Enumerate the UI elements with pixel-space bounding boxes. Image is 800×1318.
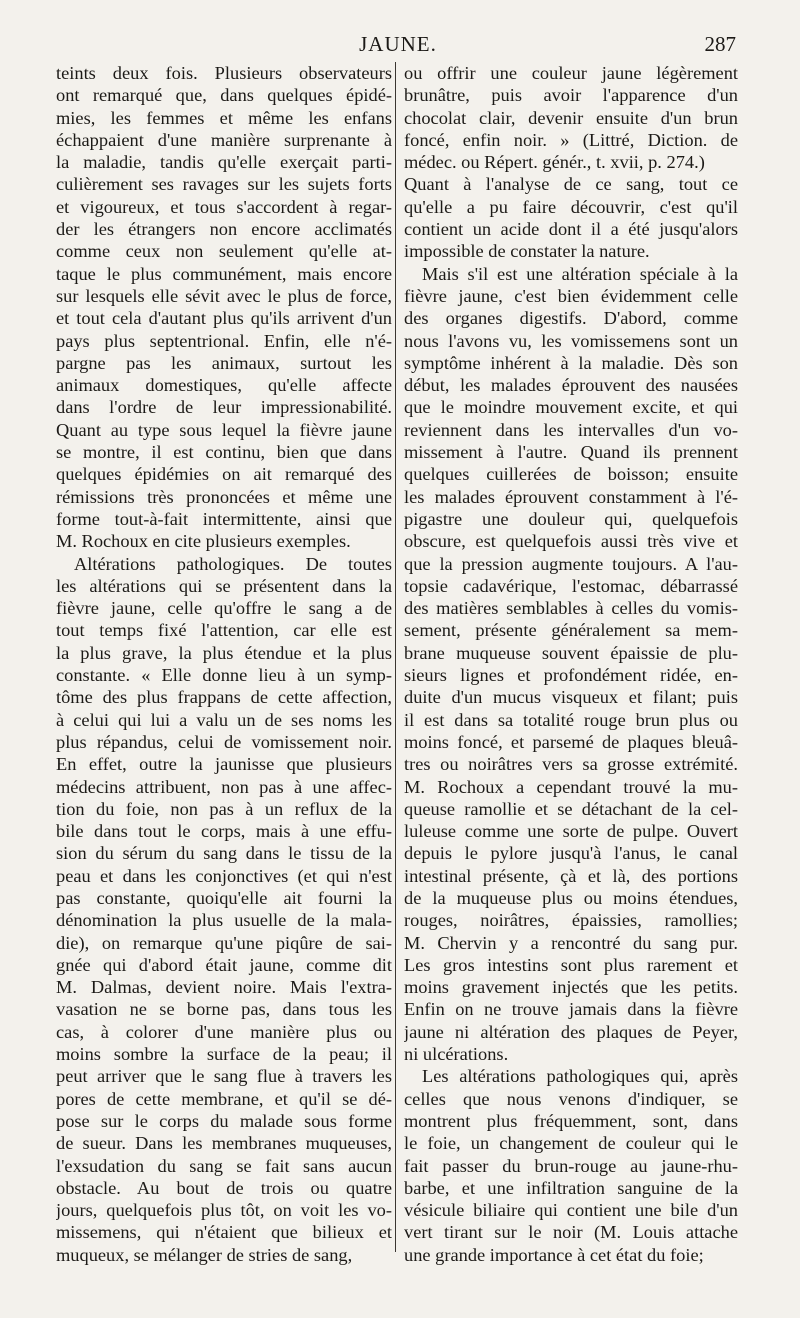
text-line: ni ulcérations. (404, 1044, 509, 1065)
text-line: de sueur. Dans les membranes muqueuses, (56, 1133, 392, 1154)
text-line: les altérations qui se présentent dans la (56, 575, 392, 596)
text-line: médecins attribuent, non pas à une affec- (56, 776, 392, 797)
text-line: moins gravement injectés que les petits. (404, 977, 738, 998)
text-line: peut arriver que le sang flue à travers les (56, 1066, 392, 1087)
text-line: En effet, outre la jaunisse que plusieurs (56, 754, 392, 775)
text-line: sieurs lignes et profondément ridée, en- (404, 665, 738, 686)
text-line: chocolat clair, devenir ensuite d'un brun (404, 107, 738, 128)
text-line: nous l'avons vu, les vomissemens sont un (404, 330, 738, 351)
text-line: de la muqueuse plus ou moins étendues, (404, 887, 738, 908)
text-line: intestinal présente, çà et là, des portions (404, 865, 738, 886)
text-line: cas, à colorer d'une manière plus ou (56, 1021, 392, 1042)
text-line: topsie cadavérique, l'estomac, débarrassé (404, 575, 738, 596)
text-line: médec. ou Répert. génér., t. xvii, p. 274.) (404, 152, 705, 173)
text-line: celles que nous venons d'indiquer, se (404, 1088, 738, 1109)
text-line: brane muqueuse souvent épaissie de plu- (404, 642, 738, 663)
text-line: pores de cette membrane, et qu'il se dé- (56, 1088, 392, 1109)
text-line: les malades éprouvent constamment à l'é- (404, 486, 738, 507)
text-line: fait passer du brun-rouge au jaune-rhu- (404, 1155, 738, 1176)
text-line: barbe, et une infiltration sanguine de la (404, 1177, 738, 1198)
text-line: M. Dalmas, devient noire. Mais l'extra- (56, 977, 392, 998)
text-line: tion du foie, non pas à un reflux de la (56, 798, 392, 819)
text-line: des matières semblables à celles du vomis- (404, 598, 738, 619)
text-line: depuis le pylore jusqu'à l'anus, le canal (404, 843, 738, 864)
text-line: sement, présente généralement sa mem- (404, 620, 738, 641)
text-line: M. Rochoux en cite plusieurs exemples. (56, 531, 351, 552)
text-line: Quant au type sous lequel la fièvre jaune (56, 419, 392, 440)
text-line: comme ceux non seulement qu'elle at- (56, 241, 392, 262)
text-line: sion du sérum du sang dans le tissu de la (56, 843, 392, 864)
text-line: vert tirant sur le noir (M. Louis attache (404, 1222, 738, 1243)
text-line: pigastre une douleur qui, quelquefois (404, 508, 738, 529)
text-line: impossible de constater la nature. (404, 241, 650, 262)
text-line: symptôme inhérent à la maladie. Dès son (404, 352, 738, 373)
text-line: peau et dans les conjonctives (et qui n'est (56, 865, 392, 886)
text-line: la maladie, tandis qu'elle exerçait parti- (56, 152, 392, 173)
text-line: une grande importance à cet état du foie; (404, 1244, 704, 1265)
text-line: contient un acide dont il a été jusqu'alors (404, 219, 738, 240)
text-line: se montre, il est continu, bien que dans (56, 442, 392, 463)
text-line: M. Rochoux a cependant trouvé la mu- (404, 776, 738, 797)
text-line: pose sur le corps du malade sous forme (56, 1110, 392, 1131)
text-line: à celui qui lui a valu un de ses noms les (56, 709, 392, 730)
text-line: Les gros intestins sont plus rarement et (404, 954, 738, 975)
text-line: pas constante, quoiqu'elle ait fourni la (56, 887, 392, 908)
text-line: échappaient d'une manière surprenante à (56, 129, 392, 150)
right-column (404, 62, 738, 1266)
text-line: qu'elle a pu faire découvrir, c'est qu'il (404, 196, 738, 217)
text-line: ont remarqué que, dans quelques épidé- (56, 85, 392, 106)
text-line: Altérations pathologiques. De toutes (74, 553, 392, 574)
text-line: il est dans sa totalité rouge brun plus ou (404, 709, 738, 730)
text-line: quelques épidémies on ait remarqué des (56, 464, 392, 485)
text-line: foncé, enfin noir. » (Littré, Diction. de (404, 129, 738, 150)
text-line: vésicule biliaire qui contient une bile d'un (404, 1200, 738, 1221)
text-line: que le moindre mouvement excite, et qui (404, 397, 738, 418)
text-line: moins sombre la surface de la peau; il (56, 1044, 392, 1065)
text-line: ou offrir une couleur jaune légèrement (404, 63, 738, 83)
text-line: l'exsudation du sang se fait sans aucun (56, 1155, 392, 1176)
text-line: jaune ni altération des plaques de Peyer, (404, 1021, 738, 1042)
text-line: mies, les femmes et même les enfans (56, 107, 392, 128)
text-line: animaux domestiques, qu'elle affecte (56, 375, 392, 396)
text-line: jours, quelquefois plus tôt, on voit les vo- (56, 1200, 392, 1221)
text-line: dans l'ordre de leur impressionabilité. (56, 397, 392, 418)
text-line: culièrement ses ravages sur les sujets forts (56, 174, 392, 195)
text-line: montrent plus fréquemment, sont, dans (404, 1110, 738, 1131)
text-line: moins foncé, et parsemé de plaques bleuâ- (404, 731, 738, 752)
text-line: la plus grave, la plus étendue et la plus (56, 642, 392, 663)
text-line: missement à l'autre. Quand ils prennent (404, 442, 738, 463)
text-line: bile dans tout le corps, mais à une effu- (56, 821, 392, 842)
text-line: tres ou noirâtres vers sa grosse extrémité. (404, 754, 738, 775)
text-line: Mais s'il est une altération spéciale à la (422, 263, 738, 284)
text-line: M. Chervin y a rencontré du sang pur. (404, 932, 738, 953)
text-line: forme tout-à-fait intermittente, ainsi que (56, 508, 392, 529)
text-line: Quant à l'analyse de ce sang, tout ce (404, 174, 738, 195)
text-line: Les altérations pathologiques qui, après (422, 1066, 738, 1087)
left-column (56, 62, 392, 1266)
page-header (56, 30, 740, 60)
text-line: gnée qui d'abord était jaune, comme dit (56, 954, 392, 975)
text-line: fièvre jaune, c'est bien évidemment celle (404, 285, 738, 306)
text-line: sur lesquels elle sévit avec le plus de force, (56, 285, 392, 306)
text-line: queuse ramollie et se détachant de la cel- (404, 798, 738, 819)
text-line: die), on remarque qu'une piqûre de sai- (56, 932, 392, 953)
text-line: que la pression augmente toujours. A l'au- (404, 553, 738, 574)
text-line: taque le plus communément, mais encore (56, 263, 392, 284)
text-line: brunâtre, puis avoir l'apparence d'un (404, 85, 738, 106)
text-line: rouges, noirâtres, épaissies, ramollies; (404, 910, 738, 931)
text-line: vasation ne se borne pas, dans tous les (56, 999, 392, 1020)
page-number: 287 (704, 32, 736, 56)
text-line: pargne pas les animaux, surtout les (56, 352, 392, 373)
text-line: plus répandus, celui de vomissement noir. (56, 731, 392, 752)
text-line: duite d'un mucus visqueux et filant; puis (404, 687, 738, 708)
text-line: tôme des plus frappans de cette affection, (56, 687, 392, 708)
text-line: muqueux, se mélanger de stries de sang, (56, 1244, 353, 1265)
text-line: reviennent dans les intervalles d'un vo- (404, 419, 738, 440)
text-line: tout temps fixé l'attention, car elle est (56, 620, 392, 641)
running-title: JAUNE. (359, 32, 437, 56)
text-line: et vigoureux, et tous s'accordent à regar- (56, 196, 392, 217)
text-line: dénomination la plus usuelle de la mala- (56, 910, 392, 931)
text-line: obstacle. Au bout de trois ou quatre (56, 1177, 392, 1198)
text-line: constante. « Elle donne lieu à un symp- (56, 665, 392, 686)
text-line: début, les malades éprouvent des nausées (404, 375, 738, 396)
text-line: quelques cuillerées de boisson; ensuite (404, 464, 738, 485)
text-line: et tout cela d'autant plus qu'ils arrivent d'un (56, 308, 392, 329)
text-line: der les étrangers non encore acclimatés (56, 219, 392, 240)
text-line: obscure, est quelquefois aussi très vive et (404, 531, 738, 552)
text-line: teints deux fois. Plusieurs observateurs (56, 63, 392, 83)
text-line: Enfin on ne trouve jamais dans la fièvre (404, 999, 738, 1020)
text-line: des organes digestifs. D'abord, comme (404, 308, 738, 329)
text-line: le foie, un changement de couleur qui le (404, 1133, 738, 1154)
text-line: pays plus septentrional. Enfin, elle n'é- (56, 330, 392, 351)
column-divider (395, 62, 396, 1252)
text-line: luleuse comme une sorte de pulpe. Ouvert (404, 821, 738, 842)
text-line: missemens, qui n'étaient que bilieux et (56, 1222, 392, 1243)
text-line: fièvre jaune, celle qu'offre le sang a de (56, 598, 392, 619)
text-line: rémissions très prononcées et même une (56, 486, 392, 507)
